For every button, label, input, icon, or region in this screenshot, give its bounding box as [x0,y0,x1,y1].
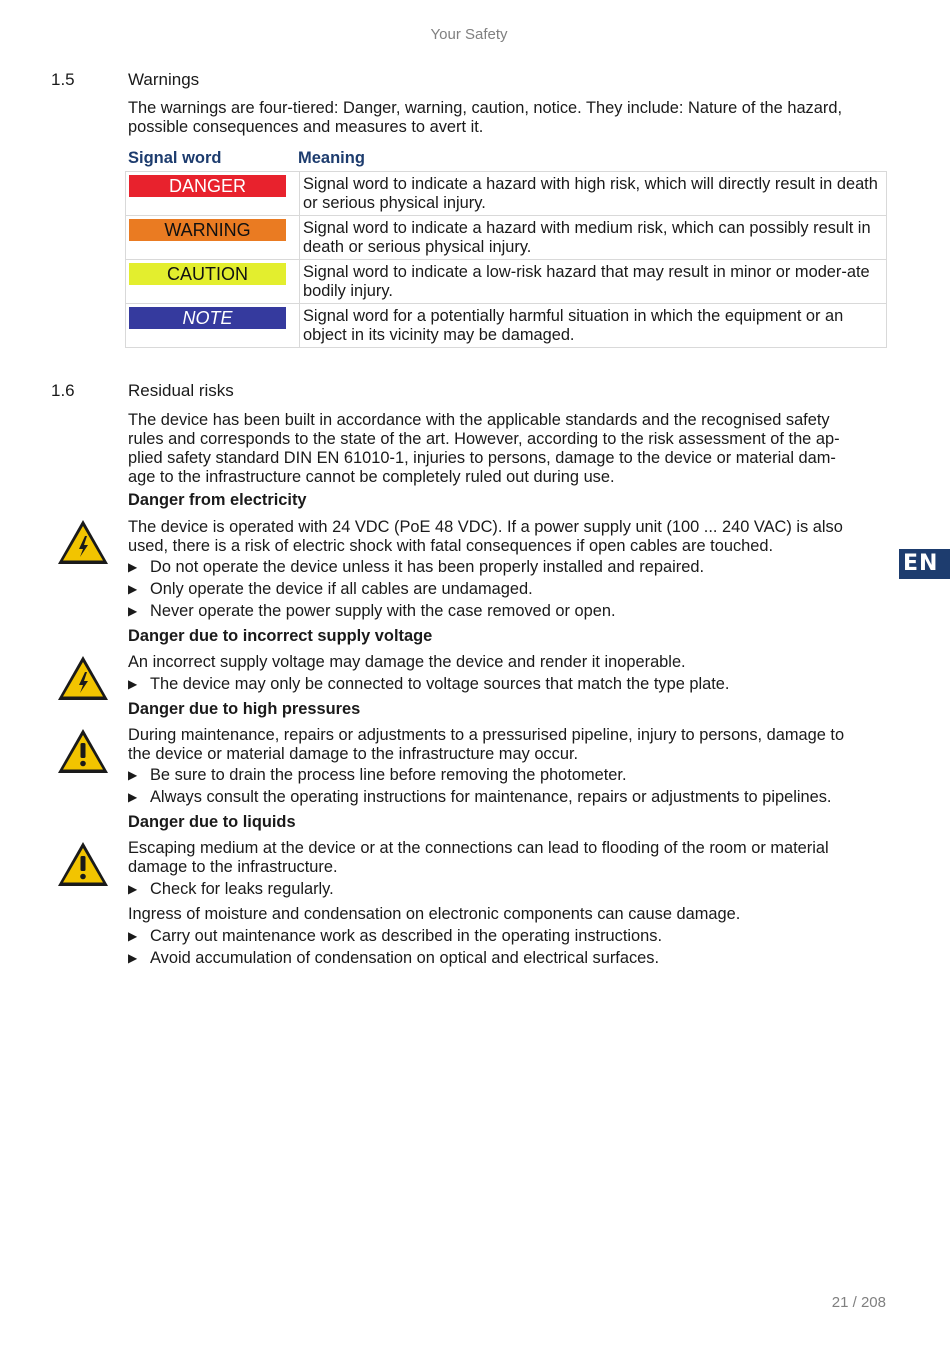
table-cell [126,216,300,260]
list-item: ▶ Do not operate the device unless it has been properly installed and repaired. [128,558,704,576]
electrical-hazard-icon [56,518,110,566]
arrow-bullet-icon: ▶ [128,582,138,596]
electrical-hazard-icon [56,654,110,702]
table-row [126,260,887,304]
text-line: plied safety standard DIN EN 61010-1, injuries to persons, damage to the device or material dam- [128,449,836,467]
section-number: 1.6 [51,381,75,400]
arrow-bullet-icon: ▶ [128,768,138,782]
text-line: The device is operated with 24 VDC (PoE 48 VDC). If a power supply unit (100 ... 240 VAC) is also [128,518,843,536]
electricity-text [128,518,888,556]
pressure-text [128,726,888,764]
text-line: During maintenance, repairs or adjustments to a pressurised pipeline, injury to persons, damage to [128,726,845,744]
list-item: ▶ Be sure to drain the process line before removing the photometer. [128,766,627,784]
voltage-text: An incorrect supply voltage may damage the device and render it inoperable. [128,653,686,671]
table-cell [126,172,300,216]
arrow-bullet-icon: ▶ [128,604,138,618]
list-item: ▶ Never operate the power supply with the case removed or open. [128,602,616,620]
table-row [126,172,887,216]
page-number: 21 / 208 [831,1294,886,1311]
arrow-bullet-icon: ▶ [128,560,138,574]
list-item: ▶ Check for leaks regularly. [128,880,334,898]
text-line: possible consequences and measures to avert it. [128,118,484,136]
table-header-signal: Signal word [128,149,222,167]
arrow-bullet-icon: ▶ [128,929,138,943]
text-line: age to the infrastructure cannot be completely ruled out during use. [128,468,615,486]
subsection-title: Danger due to liquids [128,813,296,831]
table-cell: Signal word for a potentially harmful situation in which the equipment or an object in its vicinity may be damaged. [300,304,887,348]
liquids-text [128,839,888,877]
arrow-bullet-icon: ▶ [128,951,138,965]
list-item: ▶ Only operate the device if all cables are undamaged. [128,580,533,598]
residual-risks-intro [128,411,888,487]
table-cell [126,304,300,348]
language-tab[interactable]: EN [899,549,950,579]
list-item: ▶ Avoid accumulation of condensation on optical and electrical surfaces. [128,949,660,967]
section-title: Warnings [128,70,200,89]
list-item: ▶ Always consult the operating instructions for maintenance, repairs or adjustments to pipelines. [128,788,832,806]
warning-badge: WARNING [129,219,286,241]
warning-exclamation-icon [56,727,110,775]
section-title: Residual risks [128,381,234,400]
list-item: ▶ The device may only be connected to voltage sources that match the type plate. [128,675,730,693]
arrow-bullet-icon: ▶ [128,677,138,691]
warning-exclamation-icon [56,840,110,888]
note-badge: NOTE [129,307,286,329]
table-cell: Signal word to indicate a low-risk hazard that may result in minor or moder-ate bodily injury. [300,260,887,304]
signal-word-table [125,171,887,348]
list-item: ▶ Carry out maintenance work as described in the operating instructions. [128,927,663,945]
text-line: used, there is a risk of electric shock with fatal consequences if open cables are touched. [128,537,774,555]
text-line: The device has been built in accordance with the applicable standards and the recognised safety [128,411,830,429]
section-number: 1.5 [51,70,75,89]
text-line: The warnings are four-tiered: Danger, warning, caution, notice. They include: Nature of the hazard, [128,99,843,117]
text-line: damage to the infrastructure. [128,858,338,876]
subsection-title: Danger due to high pressures [128,700,361,718]
caution-badge: CAUTION [129,263,286,285]
table-cell: Signal word to indicate a hazard with high risk, which will directly result in death or serious physical injury. [300,172,887,216]
moisture-text: Ingress of moisture and condensation on electronic components can cause damage. [128,905,741,923]
table-cell [126,260,300,304]
table-row [126,304,887,348]
warnings-intro [128,99,888,137]
text-line: Escaping medium at the device or at the connections can lead to flooding of the room or material [128,839,829,857]
table-cell: Signal word to indicate a hazard with medium risk, which can possibly result in death or serious physical injury. [300,216,887,260]
subsection-title: Danger from electricity [128,491,307,509]
text-line: rules and corresponds to the state of the art. However, according to the risk assessment of the ap- [128,430,840,448]
arrow-bullet-icon: ▶ [128,790,138,804]
table-row [126,216,887,260]
text-line: the device or material damage to the infrastructure may occur. [128,745,579,763]
table-header-meaning: Meaning [298,149,365,167]
arrow-bullet-icon: ▶ [128,882,138,896]
danger-badge: DANGER [129,175,286,197]
subsection-title: Danger due to incorrect supply voltage [128,627,433,645]
page-header: Your Safety [430,26,508,43]
